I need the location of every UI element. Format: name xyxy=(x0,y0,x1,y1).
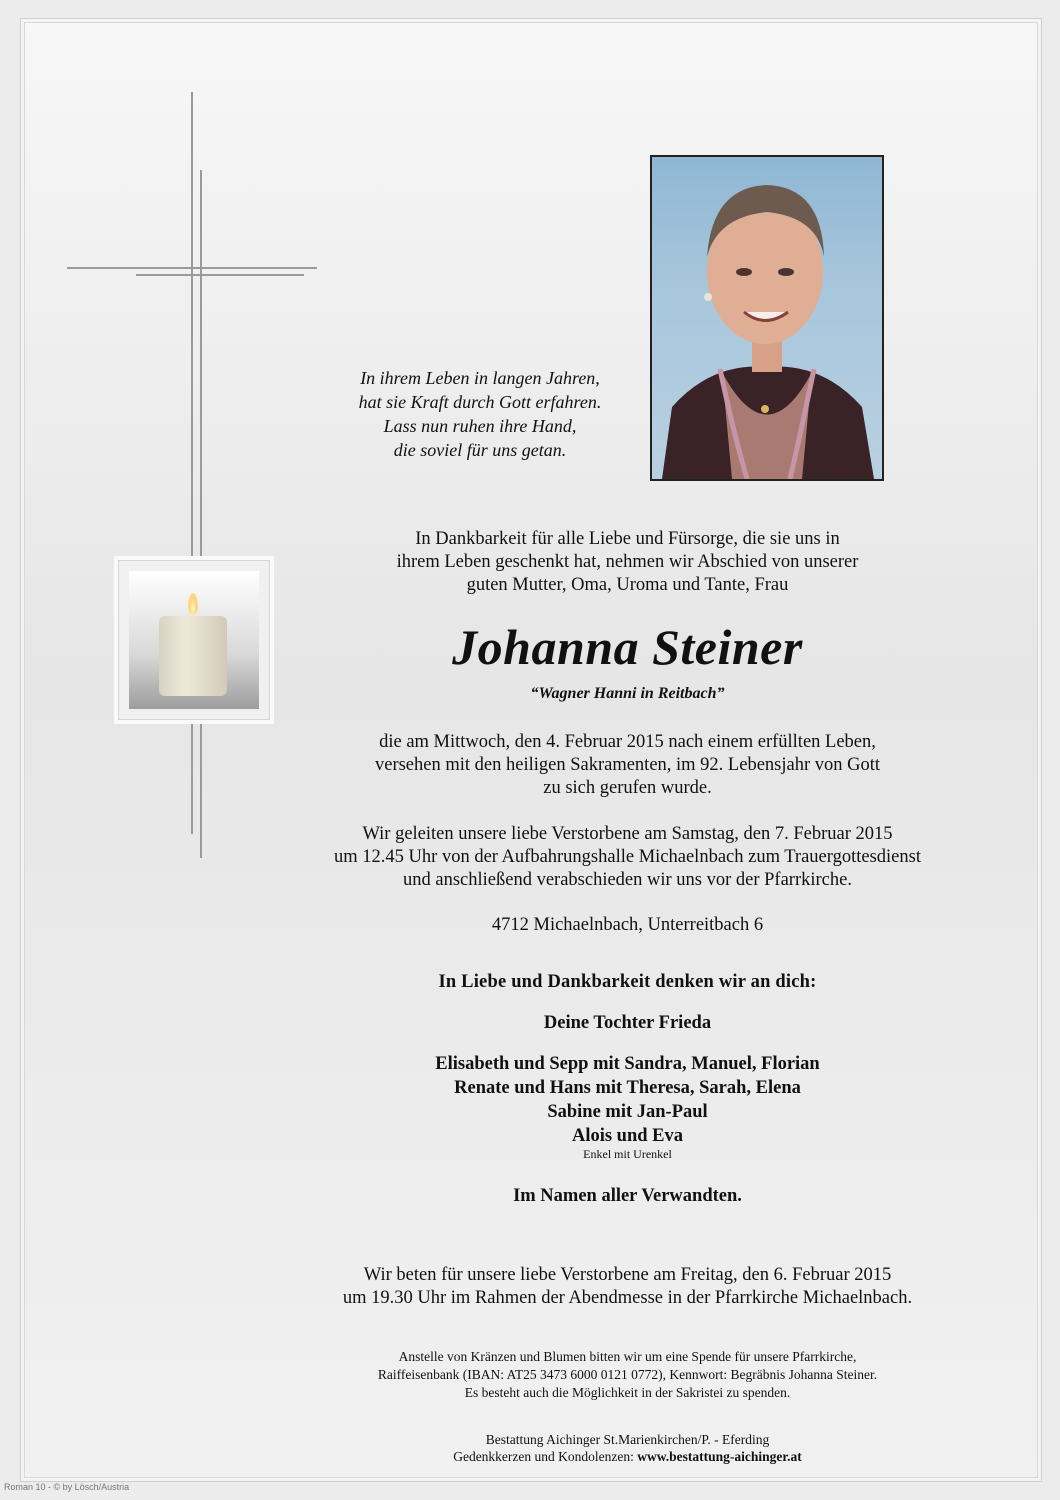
candle-scene xyxy=(129,571,259,709)
undertaker-info xyxy=(270,1431,985,1465)
donation-line: Anstelle von Kränzen und Blumen bitten wir um eine Spende für unsere Pfarrkirche, xyxy=(398,1349,857,1364)
donation-line: Raiffeisenbank (IBAN: AT25 3473 6000 0121 0772), Kennwort: Begräbnis Johanna Steiner. xyxy=(377,1367,878,1382)
death-notice xyxy=(270,731,985,800)
intro-line: guten Mutter, Oma, Uroma und Tante, Frau xyxy=(466,575,789,595)
family-line: Sabine mit Jan-Paul xyxy=(547,1102,708,1122)
portrait-illustration xyxy=(652,157,882,479)
death-line: die am Mittwoch, den 4. Februar 2015 nach einem erfüllten Leben, xyxy=(379,732,876,752)
relatives-line: Im Namen aller Verwandten. xyxy=(513,1186,742,1206)
cross-horizontal-line-2 xyxy=(136,274,304,276)
condolence-line xyxy=(270,1448,985,1465)
portrait-photo xyxy=(650,155,884,481)
mourner-family-list xyxy=(270,1052,985,1148)
candle-icon xyxy=(159,616,227,696)
prayer-line: um 19.30 Uhr im Rahmen der Abendmesse in der Pfarrkirche Michaelnbach. xyxy=(342,1288,913,1308)
candle-flame-icon xyxy=(188,593,198,615)
family-line: Renate und Hans mit Theresa, Sarah, Elena xyxy=(454,1078,801,1098)
candle-image xyxy=(118,560,270,720)
donation-notice xyxy=(270,1348,985,1402)
poem-line: Lass nun ruhen ihre Hand, xyxy=(383,416,577,436)
funeral-notice xyxy=(270,823,985,892)
condolence-label: Gedenkkerzen und Kondolenzen: xyxy=(453,1449,638,1464)
prayer-notice xyxy=(270,1264,985,1310)
mourner-daughter: Deine Tochter Frieda xyxy=(543,1013,712,1033)
poem-line: In ihrem Leben in langen Jahren, xyxy=(360,368,600,388)
family-line: Alois und Eva xyxy=(571,1126,684,1146)
death-line: zu sich gerufen wurde. xyxy=(543,778,712,798)
memorial-poem xyxy=(330,366,630,462)
print-credit: Roman 10 - © by Lösch/Austria xyxy=(4,1482,130,1492)
donation-line: Es besteht auch die Möglichkeit in der Sakristei zu spenden. xyxy=(464,1385,791,1400)
cross-horizontal-line xyxy=(67,267,317,269)
undertaker-name: Bestattung Aichinger St.Marienkirchen/P. - Eferding xyxy=(485,1432,770,1447)
grandchildren-note: Enkel mit Urenkel xyxy=(583,1147,672,1161)
undertaker-website-link[interactable]: www.bestattung-aichinger.at xyxy=(637,1449,802,1464)
poem-line: hat sie Kraft durch Gott erfahren. xyxy=(358,392,602,412)
intro-line: In Dankbarkeit für alle Liebe und Fürsorge, die sie uns in xyxy=(415,529,840,549)
intro-line: ihrem Leben geschenkt hat, nehmen wir Abschied von unserer xyxy=(396,552,859,572)
poem-line: die soviel für uns getan. xyxy=(393,440,567,460)
mourners-heading: In Liebe und Dankbarkeit denken wir an dich: xyxy=(438,972,817,992)
prayer-line: Wir beten für unsere liebe Verstorbene am Freitag, den 6. Februar 2015 xyxy=(363,1265,892,1285)
deceased-name: Johanna Steiner xyxy=(452,619,803,675)
deceased-nickname: “Wagner Hanni in Reitbach” xyxy=(530,685,725,702)
address: 4712 Michaelnbach, Unterreitbach 6 xyxy=(491,915,764,935)
funeral-line: und anschließend verabschieden wir uns vor der Pfarrkirche. xyxy=(403,870,852,890)
family-line: Elisabeth und Sepp mit Sandra, Manuel, Florian xyxy=(435,1054,820,1074)
cross-vertical-line xyxy=(191,92,193,834)
funeral-line: Wir geleiten unsere liebe Verstorbene am Samstag, den 7. Februar 2015 xyxy=(362,824,893,844)
funeral-line: um 12.45 Uhr von der Aufbahrungshalle Michaelnbach zum Trauergottesdienst xyxy=(334,847,921,867)
intro-text xyxy=(270,528,985,597)
death-line: versehen mit den heiligen Sakramenten, im 92. Lebensjahr von Gott xyxy=(374,755,881,775)
